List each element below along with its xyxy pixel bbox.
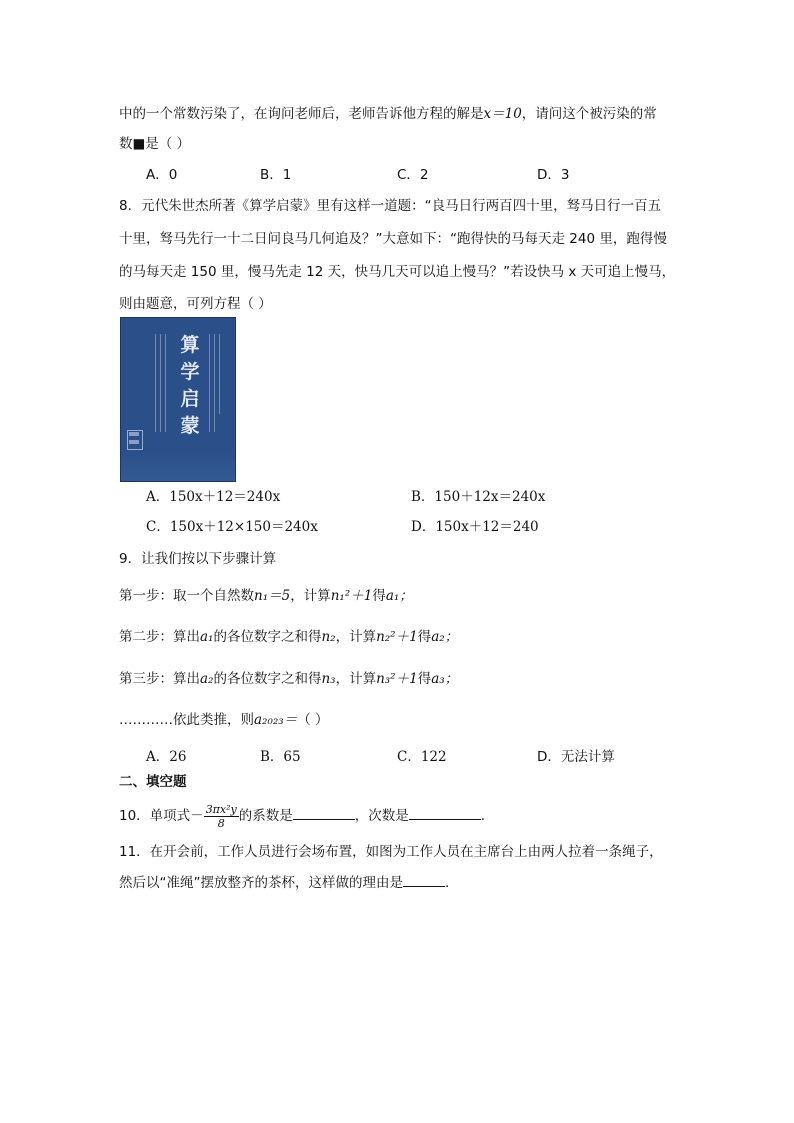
q10-degree-label: ，次数是 xyxy=(354,808,409,824)
q11-text: 然后以“准绳”摆放整齐的茶杯，这样做的理由是 xyxy=(119,875,403,891)
q8-option-a: A．150x＋12＝240x xyxy=(146,489,281,505)
q7-text-1: 中的一个常数污染了，在询问老师后，老师告诉他方程的解是 xyxy=(119,106,484,122)
q9-option-d: D．无法计算 xyxy=(537,749,615,765)
q8-line3: 的马每天走 150 里，慢马先走 12 天，快马几天可以追上慢马？”若设快马 x 天可追上慢马， xyxy=(119,264,676,280)
q10-end: . xyxy=(480,808,486,824)
q9-step2 xyxy=(119,627,458,647)
step4-text: …………依此类推，则 xyxy=(119,712,254,728)
q9-step4 xyxy=(119,710,329,730)
q9-title: 9．让我们按以下步骤计算 xyxy=(119,551,277,567)
q10-blank-coefficient[interactable] xyxy=(293,805,355,820)
section-heading: 二、填空题 xyxy=(119,774,187,790)
step3-text: 第三步：算出 xyxy=(119,671,200,687)
step2-n2: n₂ xyxy=(321,629,336,645)
step3-de: 得 xyxy=(417,671,432,687)
step3-a3: a₃； xyxy=(431,671,459,687)
q11-blank[interactable] xyxy=(403,872,445,887)
q11-line1: 11．在开会前，工作人员进行会场布置，如图为工作人员在主席台上由两人拉着一条绳子， xyxy=(119,844,663,860)
q7-solution: x＝10 xyxy=(483,106,522,122)
q7-option-b: B．1 xyxy=(260,167,292,183)
step2-expr: n₂²＋1 xyxy=(376,629,418,645)
q10-prefix: 10．单项式－ xyxy=(119,808,204,824)
book-title-char-4: 蒙 xyxy=(180,415,200,437)
q7-option-d: D．3 xyxy=(537,167,570,183)
q10-blank-degree[interactable] xyxy=(409,805,481,820)
q7-option-c: C．2 xyxy=(397,167,429,183)
step4-a2023: a₂₀₂₃＝ xyxy=(254,712,298,728)
q8-line1: 8．元代朱世杰所著《算学启蒙》里有这样一道题：“良马日行两百四十里，驽马日行一百五 xyxy=(119,198,662,214)
step3-sum: 的各位数字之和得 xyxy=(213,671,322,687)
q8-line2: 十里，驽马先行一十二日问良马几何追及？”大意如下：“跑得快的马每天走 240 里，跑得慢 xyxy=(119,231,667,247)
book-title-char-2: 学 xyxy=(180,361,200,383)
q9-option-c: C．122 xyxy=(397,749,447,765)
q8-line4: 则由题意，可列方程（ ） xyxy=(119,296,272,312)
q7-line2: 数■是（ ） xyxy=(119,136,191,152)
book-cover-title xyxy=(179,332,201,440)
step3-n3: n₃ xyxy=(321,671,336,687)
step1-a1: a₁； xyxy=(385,588,413,604)
step2-calc: ，计算 xyxy=(335,629,377,645)
step2-de: 得 xyxy=(417,629,432,645)
book-title-char-1: 算 xyxy=(180,334,200,356)
step1-n1: n₁＝5 xyxy=(254,588,291,604)
q8-option-c: C．150x＋12×150＝240x xyxy=(146,519,318,535)
q7-option-a: A．0 xyxy=(146,167,178,183)
step3-a2: a₂ xyxy=(200,671,214,687)
step2-a2: a₂； xyxy=(431,629,459,645)
step2-sum: 的各位数字之和得 xyxy=(213,629,322,645)
q11-line2 xyxy=(119,872,449,893)
q9-option-a: A．26 xyxy=(146,749,187,765)
book-title-char-3: 启 xyxy=(180,388,200,410)
q9-option-b: B．65 xyxy=(260,749,301,765)
step3-calc: ，计算 xyxy=(335,671,377,687)
q10-denominator: 8 xyxy=(217,816,225,830)
q8-option-d: D．150x＋12＝240 xyxy=(411,519,539,535)
step1-calc: ，计算 xyxy=(290,588,331,604)
q9-step1 xyxy=(119,586,413,606)
q10-line xyxy=(119,802,485,830)
step2-text: 第二步：算出 xyxy=(119,629,200,645)
q10-fraction xyxy=(204,803,239,830)
q10-coefficient-label: 的系数是 xyxy=(238,808,293,824)
q10-numerator: 3πx²y xyxy=(205,802,237,816)
step1-expr: n₁²＋1 xyxy=(330,588,373,604)
step1-de: 得 xyxy=(372,588,386,604)
q9-step3 xyxy=(119,669,458,689)
step4-paren: （ ） xyxy=(297,712,329,728)
book-cover-image xyxy=(120,317,236,482)
q8-option-b: B．150＋12x＝240x xyxy=(411,489,546,505)
step2-a1: a₁ xyxy=(200,629,214,645)
q7-text-1b: ，请问这个被污染的常 xyxy=(521,106,657,122)
q7-line1 xyxy=(119,104,657,124)
q11-end: . xyxy=(445,875,450,891)
step3-expr: n₃²＋1 xyxy=(376,671,418,687)
step1-text: 第一步：取一个自然数 xyxy=(119,588,254,604)
